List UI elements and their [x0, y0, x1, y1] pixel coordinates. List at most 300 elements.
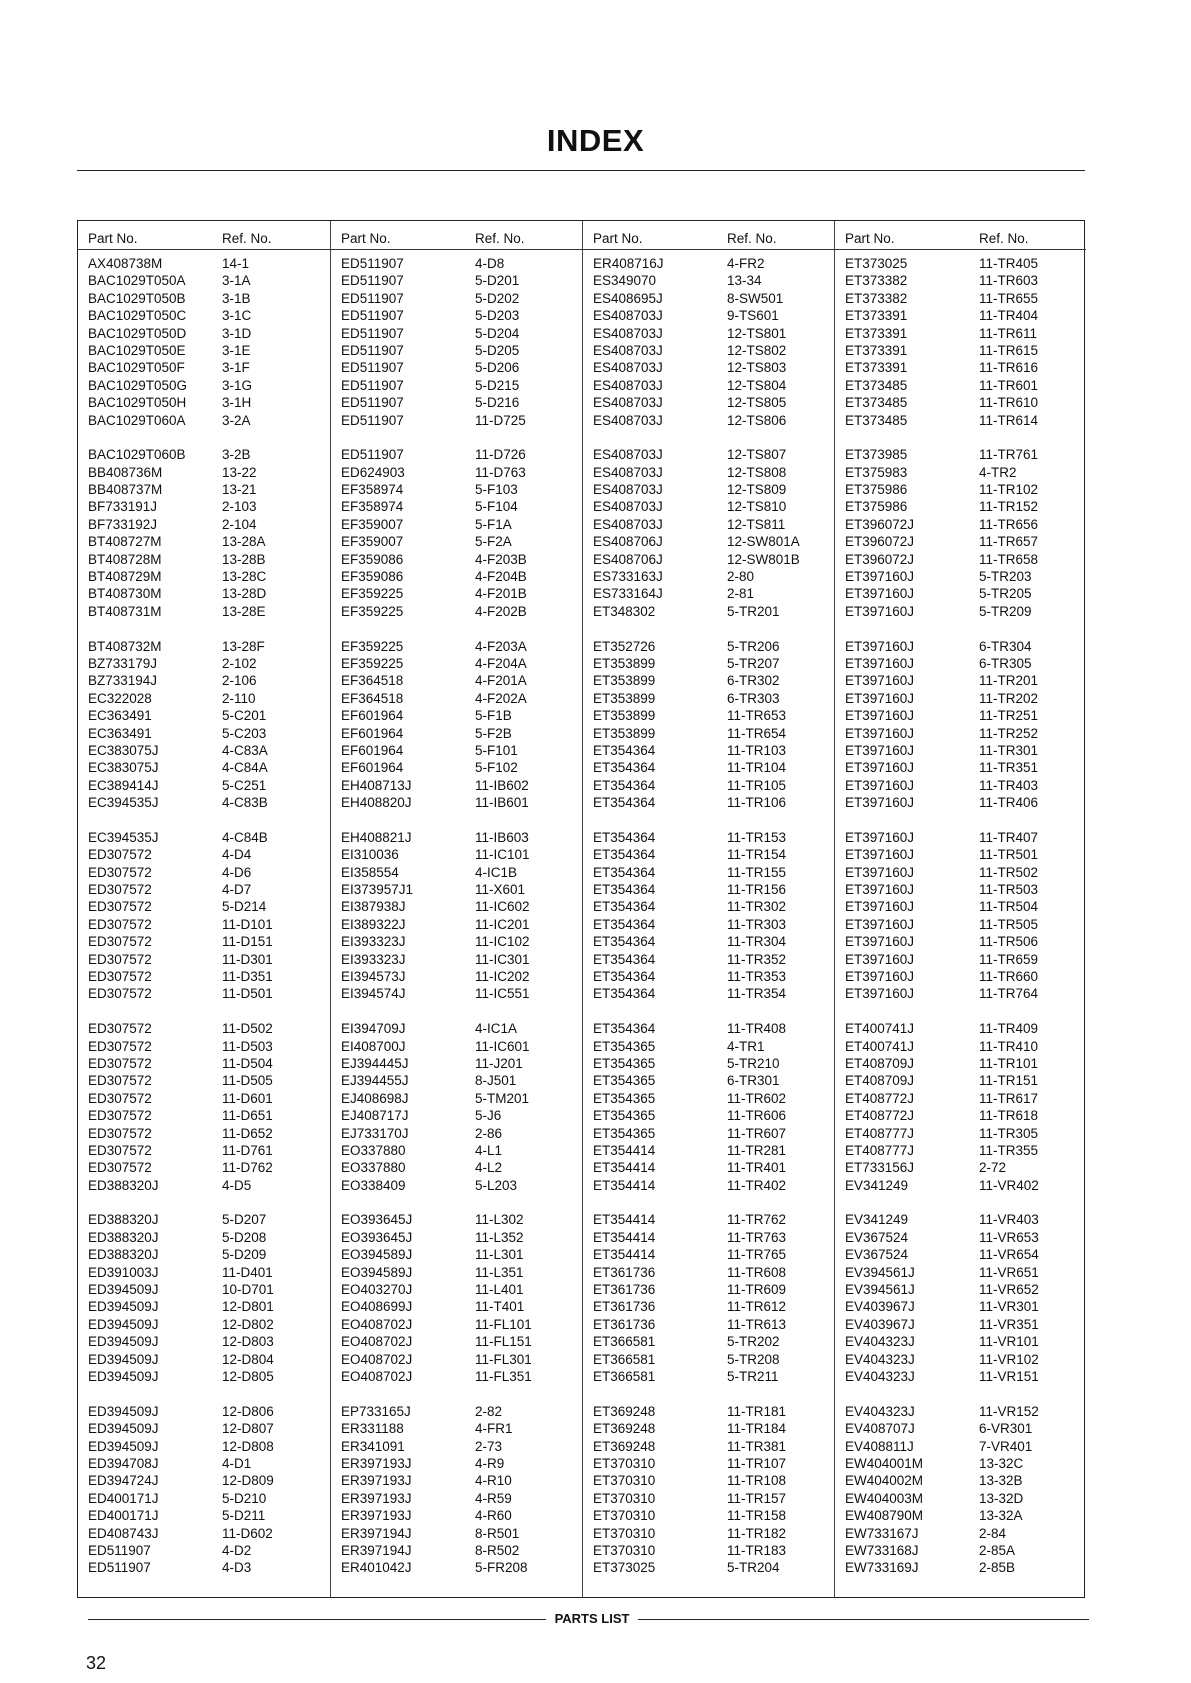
ref-number: 2-110 — [222, 690, 256, 706]
part-number: ES408703J — [593, 499, 663, 515]
part-number: ET354365 — [593, 1125, 656, 1141]
ref-number: 11-IB602 — [475, 777, 529, 793]
ref-number: 3-2B — [222, 447, 251, 463]
ref-number: 4-D4 — [222, 847, 252, 863]
index-entry — [78, 1159, 330, 1176]
part-number: BAC1029T050B — [88, 290, 186, 306]
index-entry — [835, 1177, 1086, 1194]
ref-number: 11-TR403 — [979, 777, 1039, 793]
index-entry — [331, 1107, 582, 1124]
index-entry — [331, 1229, 582, 1246]
entry-group — [583, 1403, 834, 1577]
part-number: ET354364 — [593, 760, 656, 776]
index-entry — [835, 551, 1086, 568]
ref-number: 11-T401 — [475, 1299, 525, 1315]
part-number: ET352726 — [593, 638, 656, 654]
index-entry — [835, 1142, 1086, 1159]
part-number: EH408821J — [341, 829, 412, 845]
part-number: EO394589J — [341, 1247, 413, 1263]
ref-number: 11-TR354 — [727, 986, 787, 1002]
part-number: EV394561J — [845, 1264, 915, 1280]
part-number: ET354364 — [593, 864, 656, 880]
ref-number: 11-IC202 — [475, 969, 530, 985]
index-entry — [78, 568, 330, 585]
index-entry — [78, 1072, 330, 1089]
ref-number: 5-F102 — [475, 760, 518, 776]
index-entry — [78, 290, 330, 307]
part-number: ES408703J — [593, 342, 663, 358]
ref-number: 4-R9 — [475, 1455, 505, 1471]
ref-number: 11-TR158 — [727, 1508, 787, 1524]
column-header — [583, 225, 834, 250]
ref-number: 4-D8 — [475, 256, 505, 271]
index-entry — [835, 985, 1086, 1002]
ref-number: 11-IC551 — [475, 986, 530, 1002]
part-number: ES408703J — [593, 377, 663, 393]
index-entry — [78, 412, 330, 429]
index-entry — [583, 1507, 834, 1524]
index-entry — [835, 342, 1086, 359]
part-number: ED511907 — [341, 273, 404, 289]
index-entry — [78, 1403, 330, 1420]
ref-number: 11-D726 — [475, 447, 526, 463]
ref-number: 11-VR651 — [979, 1264, 1039, 1280]
part-number: EW733169J — [845, 1560, 919, 1576]
index-entry — [583, 325, 834, 342]
column-rows — [331, 255, 582, 1594]
ref-number: 3-1B — [222, 290, 251, 306]
index-entry — [78, 1211, 330, 1228]
index-entry — [835, 377, 1086, 394]
part-number: ET375986 — [845, 482, 908, 498]
index-entry — [331, 394, 582, 411]
index-entry — [835, 759, 1086, 776]
part-number: ES408703J — [593, 516, 663, 532]
entry-group — [835, 1020, 1086, 1194]
ref-number: 12-D806 — [222, 1403, 274, 1419]
index-entry — [835, 1438, 1086, 1455]
index-entry — [583, 1351, 834, 1368]
index-entry — [835, 1298, 1086, 1315]
ref-number: 11-TR409 — [979, 1021, 1039, 1037]
index-entry — [835, 968, 1086, 985]
part-number: EI394573J — [341, 969, 406, 985]
ref-number: 12-TS803 — [727, 360, 787, 376]
part-number: ET354414 — [593, 1160, 656, 1176]
part-number: EJ733170J — [341, 1125, 409, 1141]
part-number: EF359225 — [341, 586, 404, 602]
ref-number: 11-TR108 — [727, 1473, 787, 1489]
ref-number: 11-TR151 — [979, 1073, 1039, 1089]
part-number: ET397160J — [845, 777, 915, 793]
index-entry — [835, 1455, 1086, 1472]
index-entry — [331, 1020, 582, 1037]
ref-number: 11-X601 — [475, 882, 526, 898]
ref-number: 12-TS802 — [727, 342, 787, 358]
index-entry — [583, 725, 834, 742]
index-entry — [331, 1298, 582, 1315]
part-number: ET733156J — [845, 1160, 915, 1176]
index-entry — [78, 638, 330, 655]
index-entry — [331, 516, 582, 533]
part-number: ET397160J — [845, 795, 915, 811]
ref-number: 11-TR503 — [979, 882, 1039, 898]
ref-number: 11-TR656 — [979, 516, 1039, 532]
ref-number: 11-TR181 — [727, 1403, 787, 1419]
part-number: EO403270J — [341, 1282, 413, 1298]
index-entry — [331, 585, 582, 602]
index-entry — [583, 1542, 834, 1559]
index-entry — [331, 846, 582, 863]
part-number: BT408731M — [88, 603, 162, 619]
entry-group — [78, 829, 330, 1003]
index-entry — [78, 446, 330, 463]
ref-number: 11-TR252 — [979, 725, 1039, 741]
index-entry — [835, 864, 1086, 881]
ref-number: 5-F1B — [475, 708, 512, 724]
ref-number: 11-TR406 — [979, 795, 1039, 811]
index-entry — [583, 255, 834, 272]
ref-number: 4-F201B — [475, 586, 527, 602]
part-number: ED388320J — [88, 1229, 159, 1245]
ref-number: 5-TR203 — [979, 569, 1032, 585]
part-number: ET354414 — [593, 1177, 656, 1193]
index-entry — [78, 985, 330, 1002]
part-number: ES408703J — [593, 482, 663, 498]
ref-number: 11-TR104 — [727, 760, 787, 776]
index-entry — [78, 359, 330, 376]
part-number: EV408811J — [845, 1438, 914, 1454]
index-entry — [835, 1368, 1086, 1385]
index-entry — [331, 446, 582, 463]
index-entry — [331, 1264, 582, 1281]
index-entry — [331, 603, 582, 620]
ref-number: 2-82 — [475, 1403, 503, 1419]
part-number: ET396072J — [845, 516, 915, 532]
part-number: ET408709J — [845, 1073, 915, 1089]
index-entry — [331, 1472, 582, 1489]
index-entry — [835, 568, 1086, 585]
part-number: EH408820J — [341, 795, 412, 811]
index-entry — [835, 898, 1086, 915]
index-entry — [78, 1055, 330, 1072]
index-entry — [583, 1490, 834, 1507]
index-entry — [835, 1246, 1086, 1263]
ref-number: 12-TS807 — [727, 447, 787, 463]
ref-number: 11-TR281 — [727, 1142, 787, 1158]
ref-number: 11-TR504 — [979, 899, 1039, 915]
index-entry — [835, 777, 1086, 794]
part-number: EF359225 — [341, 638, 404, 654]
part-number: ET353899 — [593, 673, 656, 689]
index-entry — [78, 794, 330, 811]
ref-number: 2-106 — [222, 673, 257, 689]
index-entry — [331, 1211, 582, 1228]
ref-number: 12-TS809 — [727, 482, 787, 498]
entry-group — [78, 638, 330, 812]
ref-number: 4-C84B — [222, 829, 268, 845]
part-number: EW733167J — [845, 1525, 919, 1541]
ref-number: 5-D216 — [475, 395, 520, 411]
ref-number: 11-TR102 — [979, 482, 1039, 498]
part-number: EI310036 — [341, 847, 399, 863]
part-number: ED307572 — [88, 934, 152, 950]
index-entry — [78, 898, 330, 915]
part-number: BZ733194J — [88, 673, 158, 689]
ref-number: 11-TR618 — [979, 1108, 1039, 1124]
ref-number: 4-FR2 — [727, 256, 765, 271]
index-entry — [835, 325, 1086, 342]
index-entry — [78, 1490, 330, 1507]
part-number: ET375983 — [845, 464, 908, 480]
index-entry — [835, 464, 1086, 481]
index-entry — [331, 255, 582, 272]
index-entry — [78, 655, 330, 672]
part-number: ED388320J — [88, 1247, 159, 1263]
entry-group — [331, 1020, 582, 1194]
part-number: ET354365 — [593, 1073, 656, 1089]
part-number: ET354364 — [593, 882, 656, 898]
index-entry — [583, 742, 834, 759]
part-number: ED307572 — [88, 1073, 152, 1089]
ref-number: 11-TR653 — [727, 708, 787, 724]
ref-number: 11-TR607 — [727, 1125, 787, 1141]
index-entry — [78, 603, 330, 620]
ref-number: 11-D301 — [222, 951, 273, 967]
ref-no-header: Ref. No. — [979, 231, 1029, 246]
index-entry — [583, 464, 834, 481]
index-entry — [78, 1246, 330, 1263]
index-entry — [331, 985, 582, 1002]
index-entry — [78, 516, 330, 533]
index-entry — [583, 968, 834, 985]
ref-number: 11-VR402 — [979, 1177, 1039, 1193]
ref-number: 5-D208 — [222, 1229, 267, 1245]
index-entry — [583, 794, 834, 811]
ref-number: 3-1F — [222, 360, 250, 376]
ref-number: 11-VR654 — [979, 1247, 1039, 1263]
index-entry — [583, 1559, 834, 1576]
part-number: ET408772J — [845, 1108, 915, 1124]
part-number: ET361736 — [593, 1264, 656, 1280]
part-number: EF359007 — [341, 534, 404, 550]
index-entry — [331, 1159, 582, 1176]
index-entry — [583, 1472, 834, 1489]
ref-number: 11-TR614 — [979, 412, 1039, 428]
part-number: ET354364 — [593, 829, 656, 845]
ref-number: 11-TR184 — [727, 1421, 787, 1437]
ref-number: 11-TR352 — [727, 951, 787, 967]
part-number: ET408777J — [845, 1142, 915, 1158]
part-number: ER397194J — [341, 1542, 412, 1558]
ref-number: 5-F103 — [475, 482, 518, 498]
ref-number: 11-D762 — [222, 1160, 273, 1176]
index-entry — [331, 412, 582, 429]
part-number: EJ394455J — [341, 1073, 409, 1089]
part-number: EF358974 — [341, 499, 404, 515]
index-entry — [583, 881, 834, 898]
part-number: ED394509J — [88, 1299, 159, 1315]
part-number: ET397160J — [845, 603, 915, 619]
ref-number: 5-TR202 — [727, 1334, 780, 1350]
ref-number: 11-TR157 — [727, 1490, 787, 1506]
ref-number: 11-TR616 — [979, 360, 1039, 376]
ref-number: 11-TR601 — [979, 377, 1039, 393]
ref-number: 11-TR103 — [727, 742, 787, 758]
part-number: EV404323J — [845, 1403, 915, 1419]
ref-number: 11-TR183 — [727, 1542, 787, 1558]
index-entry — [331, 951, 582, 968]
ref-number: 5-TR205 — [979, 586, 1032, 602]
part-number: ET397160J — [845, 847, 915, 863]
index-entry — [835, 951, 1086, 968]
index-entry — [331, 759, 582, 776]
ref-number: 11-VR403 — [979, 1212, 1039, 1228]
index-entry — [583, 1316, 834, 1333]
ref-number: 5-D206 — [475, 360, 520, 376]
entry-group — [583, 446, 834, 620]
part-number: EI393323J — [341, 934, 406, 950]
ref-number: 13-28A — [222, 534, 266, 550]
index-entry — [78, 307, 330, 324]
index-entry — [583, 603, 834, 620]
index-entry — [583, 1246, 834, 1263]
ref-number: 13-22 — [222, 464, 257, 480]
footer-section-label: PARTS LIST — [554, 1611, 630, 1626]
index-entry — [78, 846, 330, 863]
index-entry — [583, 412, 834, 429]
part-number: ET370310 — [593, 1508, 656, 1524]
part-number: BAC1029T050H — [88, 395, 187, 411]
part-number: ET397160J — [845, 934, 915, 950]
ref-number: 13-32A — [979, 1508, 1023, 1524]
ref-number: 11-FL301 — [475, 1351, 532, 1367]
ref-number: 12-D801 — [222, 1299, 274, 1315]
ref-number: 11-TR302 — [727, 899, 787, 915]
ref-number: 12-TS801 — [727, 325, 787, 341]
index-entry — [78, 1525, 330, 1542]
index-entry — [331, 1055, 582, 1072]
ref-number: 5-F2B — [475, 725, 512, 741]
index-entry — [78, 1281, 330, 1298]
part-no-header: Part No. — [88, 231, 138, 246]
index-entry — [78, 1298, 330, 1315]
part-number: ED388320J — [88, 1212, 159, 1228]
ref-number: 5-C201 — [222, 708, 267, 724]
part-number: ED394509J — [88, 1403, 159, 1419]
ref-number: 4-F202A — [475, 690, 527, 706]
index-entry — [78, 725, 330, 742]
index-entry — [78, 1455, 330, 1472]
part-number: ED394509J — [88, 1351, 159, 1367]
ref-number: 12-SW801B — [727, 551, 800, 567]
index-entry — [78, 777, 330, 794]
index-entry — [78, 759, 330, 776]
ref-number: 4-R59 — [475, 1490, 512, 1506]
ref-number: 11-VR101 — [979, 1334, 1039, 1350]
part-number: ET354365 — [593, 1055, 656, 1071]
ref-number: 11-IC102 — [475, 934, 530, 950]
index-entry — [331, 359, 582, 376]
index-entry — [583, 359, 834, 376]
part-number: ET370310 — [593, 1455, 656, 1471]
ref-number: 12-D805 — [222, 1369, 274, 1384]
part-number: ET396072J — [845, 551, 915, 567]
index-entry — [835, 1107, 1086, 1124]
index-entry — [78, 881, 330, 898]
part-number: ED307572 — [88, 1090, 152, 1106]
index-entry — [583, 1125, 834, 1142]
ref-number: 4-IC1B — [475, 864, 518, 880]
index-entry — [583, 1298, 834, 1315]
part-number: ET408709J — [845, 1055, 915, 1071]
ref-number: 2-84 — [979, 1525, 1007, 1541]
part-number: ED511907 — [341, 412, 404, 428]
part-number: ET373985 — [845, 447, 908, 463]
ref-number: 11-VR652 — [979, 1282, 1039, 1298]
index-entry — [331, 1125, 582, 1142]
part-number: ET354414 — [593, 1142, 656, 1158]
index-entry — [835, 1038, 1086, 1055]
part-number: BT408730M — [88, 586, 162, 602]
index-entry — [835, 498, 1086, 515]
part-number: ER397194J — [341, 1525, 412, 1541]
ref-number: 6-TR304 — [979, 638, 1032, 654]
index-entry — [78, 464, 330, 481]
part-number: ET354364 — [593, 795, 656, 811]
part-number: EJ408717J — [341, 1108, 409, 1124]
part-number: ED624903 — [341, 464, 405, 480]
ref-number: 8-R501 — [475, 1525, 520, 1541]
index-entry — [78, 1090, 330, 1107]
part-number: ET366581 — [593, 1334, 656, 1350]
index-entry — [78, 742, 330, 759]
index-entry — [835, 1090, 1086, 1107]
part-number: ED408743J — [88, 1525, 159, 1541]
index-entry — [583, 951, 834, 968]
part-number: ET397160J — [845, 760, 915, 776]
part-number: ET348302 — [593, 603, 656, 619]
index-entry — [583, 1403, 834, 1420]
part-number: ER397193J — [341, 1473, 412, 1489]
index-entry — [331, 1525, 582, 1542]
part-number: BT408728M — [88, 551, 162, 567]
index-entry — [583, 1455, 834, 1472]
index-entry — [583, 898, 834, 915]
ref-number: 11-TR152 — [979, 499, 1039, 515]
ref-number: 11-D503 — [222, 1038, 273, 1054]
page-number: 32 — [86, 1653, 107, 1673]
entry-group — [331, 446, 582, 620]
part-number: ET397160J — [845, 899, 915, 915]
ref-number: 11-IC101 — [475, 847, 530, 863]
ref-number: 11-L301 — [475, 1247, 524, 1263]
part-number: ET354414 — [593, 1229, 656, 1245]
part-number: ED307572 — [88, 1038, 152, 1054]
ref-number: 4-R10 — [475, 1473, 512, 1489]
index-entry — [331, 1351, 582, 1368]
part-no-header: Part No. — [341, 231, 391, 246]
entry-group — [78, 1403, 330, 1577]
index-entry — [78, 1542, 330, 1559]
ref-number: 11-TR304 — [727, 934, 787, 950]
ref-number: 4-R60 — [475, 1508, 512, 1524]
index-entry — [583, 1090, 834, 1107]
index-column-3 — [582, 221, 834, 1597]
ref-number: 12-SW801A — [727, 534, 800, 550]
part-number: ET370310 — [593, 1473, 656, 1489]
part-number: ET354364 — [593, 899, 656, 915]
